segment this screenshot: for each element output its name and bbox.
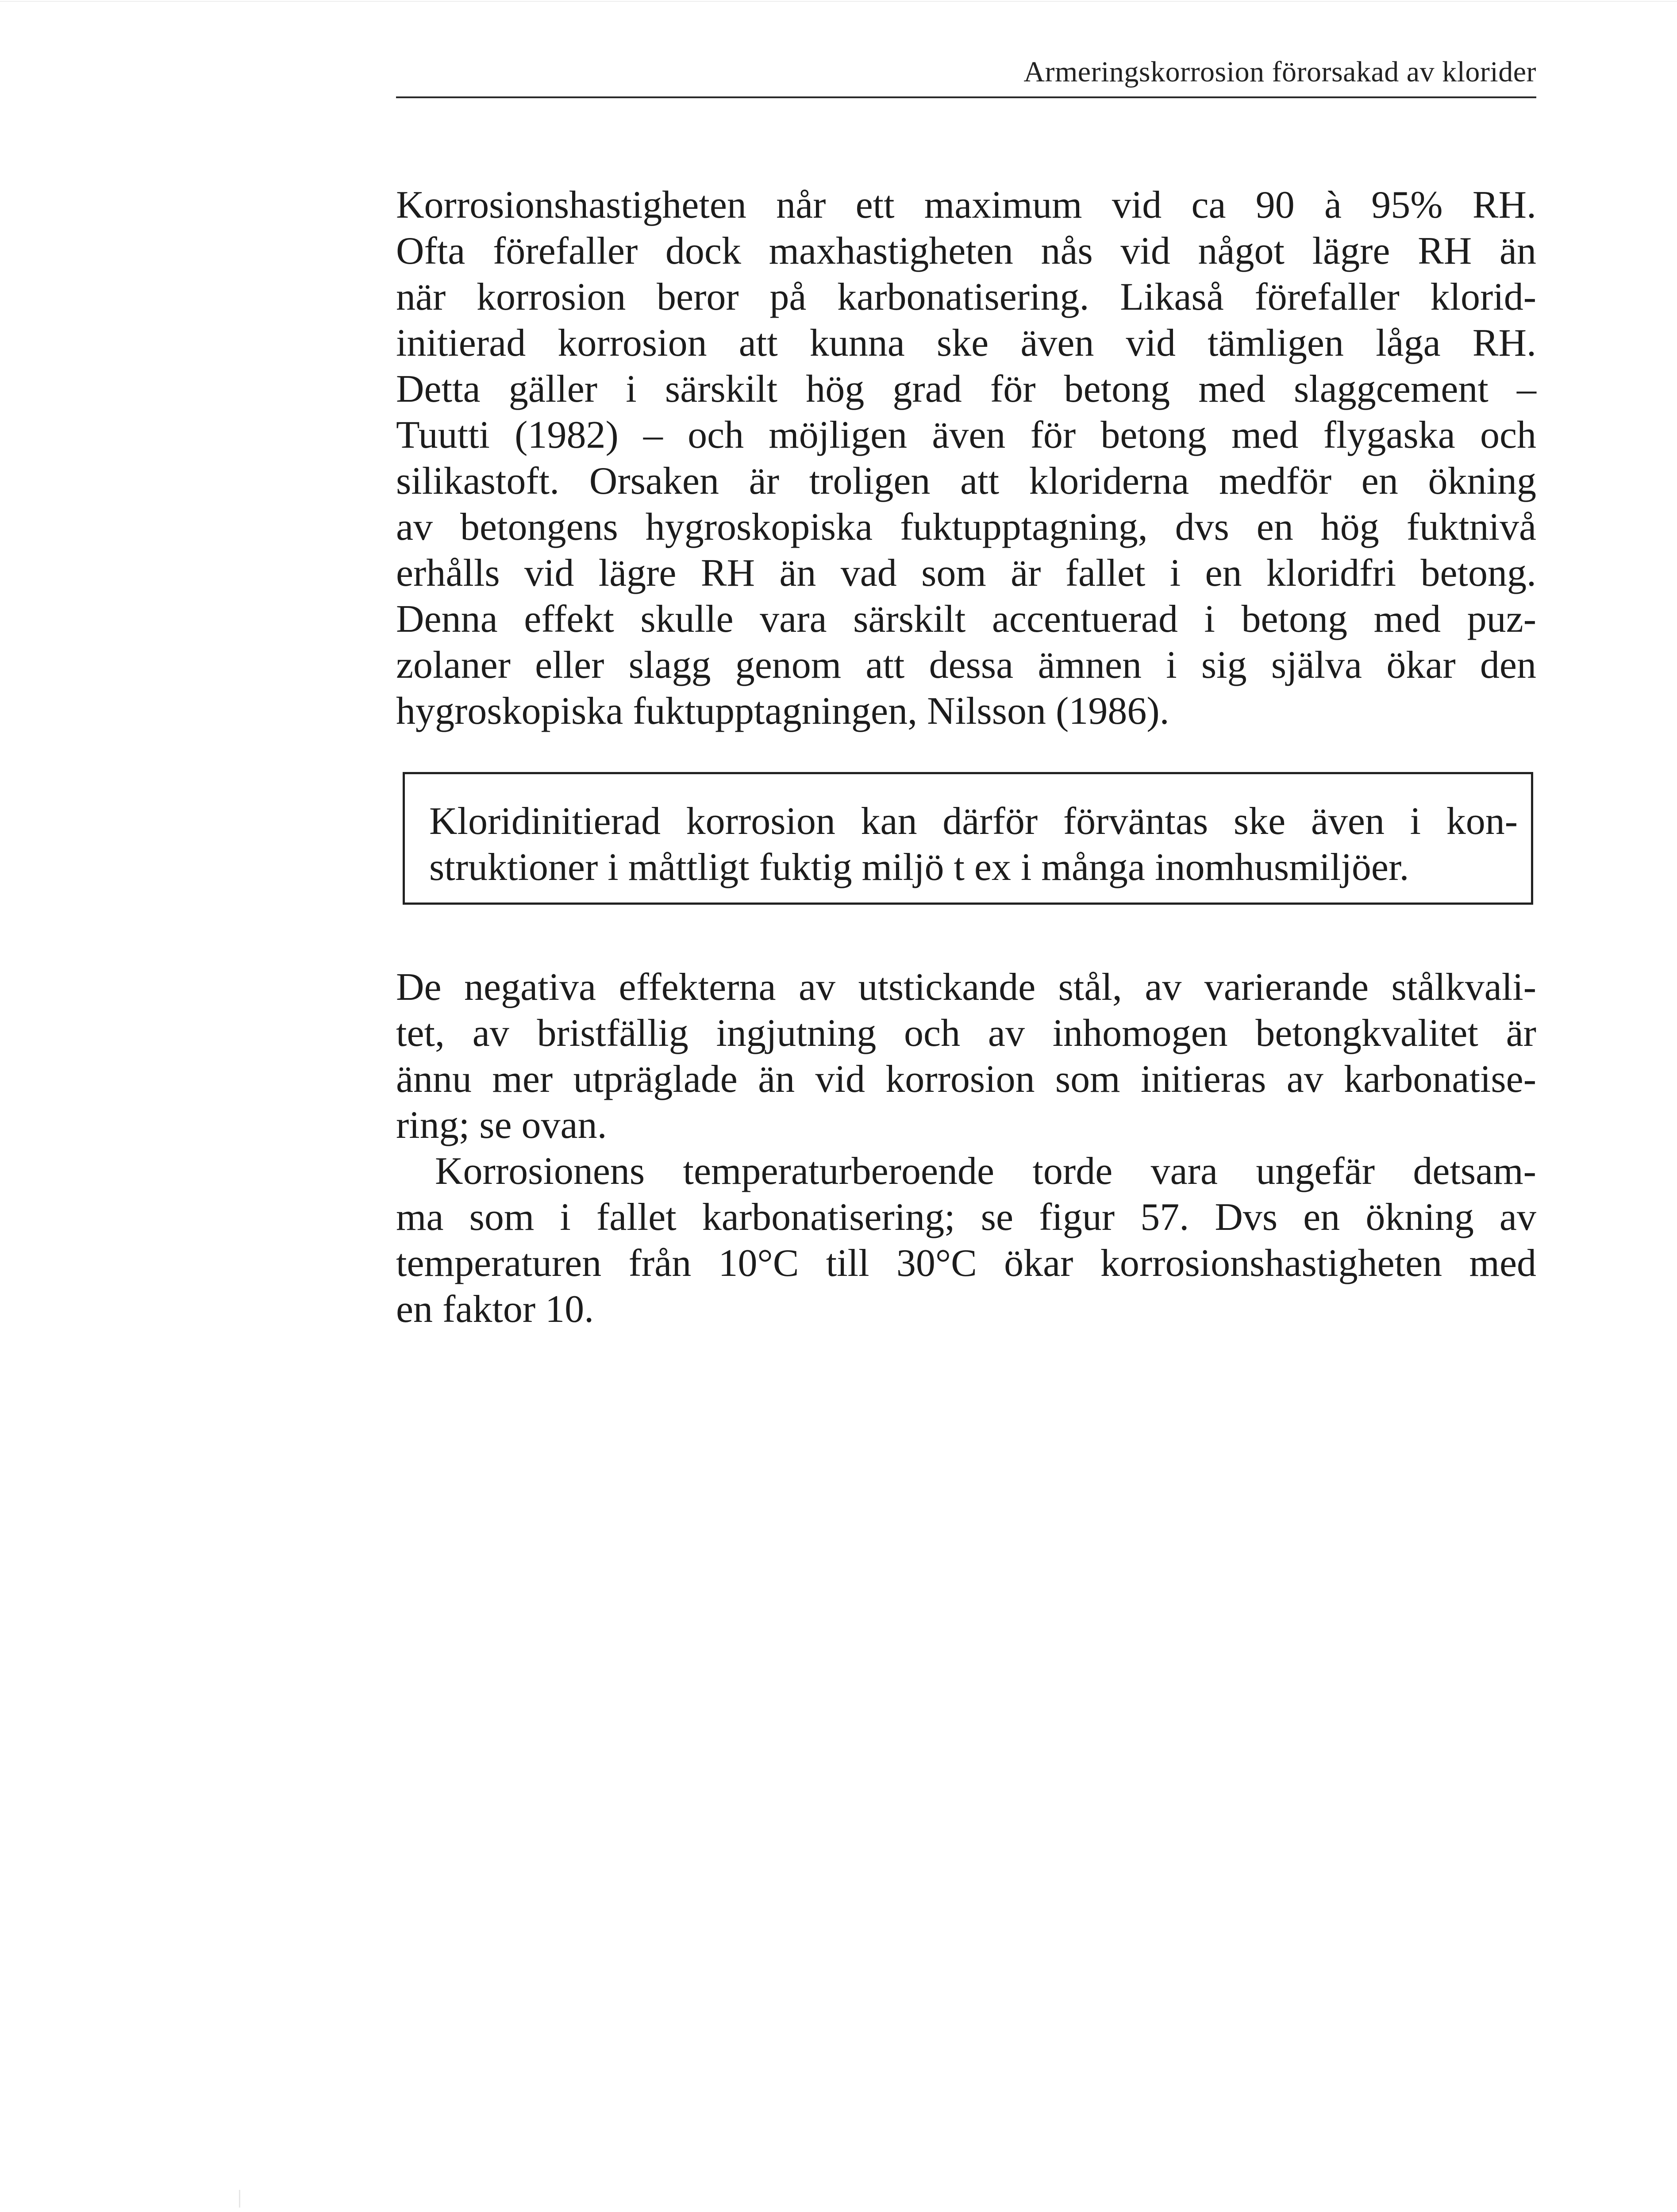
text-line: tet, av bristfällig ingjutning och av inhomogen betongkvalitet är <box>396 1012 1536 1055</box>
running-header: Armeringskorrosion förorsakad av klorider <box>1023 56 1536 88</box>
text-line: erhålls vid lägre RH än vad som är fallet i en kloridfri betong. <box>396 552 1536 595</box>
text-line: Ofta förefaller dock maxhastigheten nås vid något lägre RH än <box>396 230 1536 273</box>
text-line: silikastoft. Orsaken är troligen att kloriderna medför en ökning <box>396 460 1536 503</box>
text-line: Korrosionens temperaturberoende torde vara ungefär detsam- <box>435 1150 1536 1193</box>
text-line: zolaner eller slagg genom att dessa ämnen i sig själva ökar den <box>396 644 1536 687</box>
text-line: när korrosion beror på karbonatisering. Likaså förefaller klorid- <box>396 276 1536 319</box>
header-rule <box>396 96 1536 98</box>
scan-mark <box>0 1 1677 2</box>
text-line: ring; se ovan. <box>396 1104 607 1147</box>
text-line: ma som i fallet karbonatisering; se figur 57. Dvs en ökning av <box>396 1196 1536 1239</box>
text-line: De negativa effekterna av utstickande stål, av varierande stålkvali- <box>396 966 1536 1009</box>
text-line: initierad korrosion att kunna ske även vid tämligen låga RH. <box>396 322 1536 365</box>
callout-line: Kloridinitierad korrosion kan därför förväntas ske även i kon- <box>429 800 1518 843</box>
callout-box <box>403 772 1533 905</box>
text-line: en faktor 10. <box>396 1288 594 1331</box>
text-line: Denna effekt skulle vara särskilt accentuerad i betong med puz- <box>396 598 1536 641</box>
paragraph-negative-effects <box>396 964 1536 1333</box>
text-line: hygroskopiska fuktupptagningen, Nilsson (1986). <box>396 690 1169 733</box>
text-line: Detta gäller i särskilt hög grad för betong med slaggcement – <box>396 368 1536 411</box>
text-line: Tuutti (1982) – och möjligen även för betong med flygaska och <box>396 414 1536 457</box>
callout-text <box>429 799 1518 891</box>
scan-mark <box>239 2190 240 2208</box>
text-line: temperaturen från 10°C till 30°C ökar korrosionshastigheten med <box>396 1242 1536 1285</box>
callout-line: struktioner i måttligt fuktig miljö t ex i många inomhusmiljöer. <box>429 846 1409 889</box>
text-line: ännu mer utpräglade än vid korrosion som initieras av karbonatise- <box>396 1058 1536 1101</box>
paragraph-corrosion-rate <box>396 182 1536 734</box>
text-line: Korrosionshastigheten når ett maximum vid ca 90 à 95% RH. <box>396 184 1536 227</box>
text-line: av betongens hygroskopiska fuktupptagning, dvs en hög fuktnivå <box>396 506 1536 549</box>
